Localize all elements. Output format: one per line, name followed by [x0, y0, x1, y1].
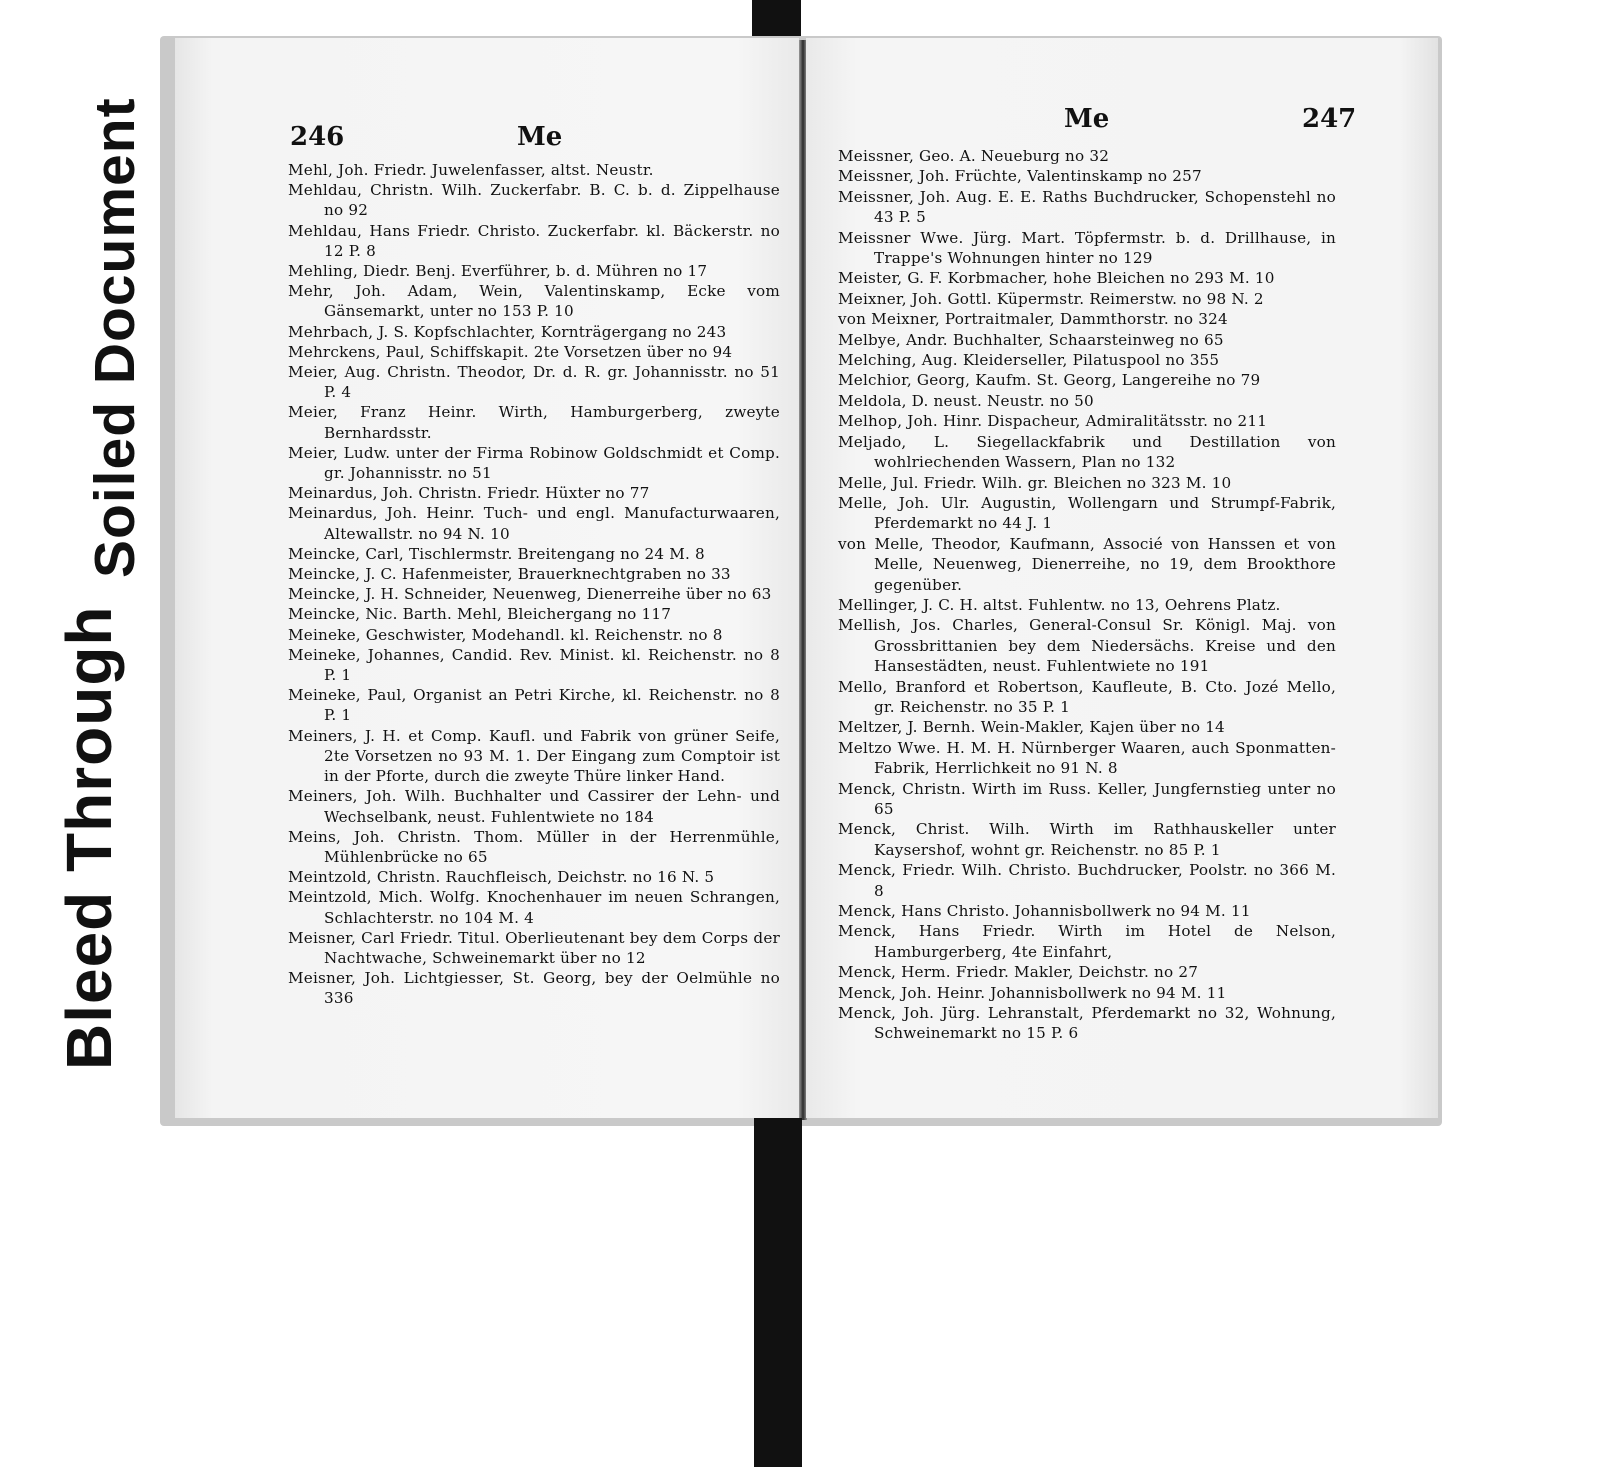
directory-entry: Meintzold, Mich. Wolfg. Knochenhauer im neuen Schrangen, Schlachterstr. no 104 M. 4 [288, 888, 780, 927]
directory-entry: Meltzo Wwe. H. M. H. Nürnberger Waaren, auch Sponmatten-Fabrik, Herrlichkeit no 91 N. 8 [838, 738, 1336, 778]
directory-entry: Mehrbach, J. S. Kopfschlachter, Kornträgergang no 243 [288, 322, 727, 341]
directory-entry: Meister, G. F. Korbmacher, hohe Bleichen no 293 M. 10 [838, 269, 1275, 288]
directory-entry: Melbye, Andr. Buchhalter, Schaarsteinweg no 65 [838, 330, 1224, 349]
directory-entry: Menck, Friedr. Wilh. Christo. Buchdrucker, Poolstr. no 366 M. 8 [838, 861, 1336, 900]
directory-entry: Meldola, D. neust. Neustr. no 50 [838, 391, 1094, 410]
directory-entry: Melhop, Joh. Hinr. Dispacheur, Admiralitätsstr. no 211 [838, 412, 1268, 431]
directory-entry: Meissner, Geo. A. Neueburg no 32 [838, 147, 1110, 165]
directory-entry: Mehldau, Christn. Wilh. Zuckerfabr. B. C. b. d. Zippelhause no 92 [288, 181, 780, 220]
directory-entry: Meineke, Johannes, Candid. Rev. Minist. kl. Reichenstr. no 8 P. 1 [288, 645, 780, 685]
directory-entry: Meissner, Joh. Früchte, Valentinskamp no 257 [838, 167, 1202, 186]
directory-entry: Melching, Aug. Kleiderseller, Pilatuspool no 355 [838, 351, 1220, 370]
directory-entry: Menck, Hans Friedr. Wirth im Hotel de Nelson, Hamburgerberg, 4te Einfahrt, [838, 922, 1336, 961]
directory-entry: Menck, Christn. Wirth im Russ. Keller, Jungfernstieg unter no 65 [838, 779, 1336, 818]
directory-entry: Mehrckens, Paul, Schiffskapit. 2te Vorsetzen über no 94 [288, 342, 733, 361]
directory-entry: Menck, Hans Christo. Johannisbollwerk no 94 M. 11 [838, 902, 1251, 921]
directory-entry: Meintzold, Christn. Rauchfleisch, Deichstr. no 16 N. 5 [288, 868, 715, 887]
directory-entry: Mello, Branford et Robertson, Kaufleute, B. Cto. Jozé Mello, gr. Reichenstr. no 35 P. 1 [838, 677, 1336, 716]
soiled-document-label: Soiled Document [83, 97, 147, 578]
right-page-letter-heading: Me [1064, 104, 1110, 134]
directory-entry: Meincke, Nic. Barth. Mehl, Bleichergang no 117 [288, 605, 672, 624]
directory-entry: Meisner, Joh. Lichtgiesser, St. Georg, bey der Oelmühle no 336 [288, 969, 780, 1008]
bleed-through-label: Bleed Through [53, 605, 125, 1070]
left-page-number: 246 [290, 122, 345, 152]
directory-entry: Meinardus, Joh. Christn. Friedr. Hüxter no 77 [288, 484, 650, 503]
directory-entry: Mehling, Diedr. Benj. Everführer, b. d. Mühren no 17 [288, 262, 708, 281]
directory-entry: Menck, Christ. Wilh. Wirth im Rathhauskeller unter Kaysershof, wohnt gr. Reichenstr. no 85 P. 1 [838, 820, 1336, 859]
directory-entry: Menck, Herm. Friedr. Makler, Deichstr. no 27 [838, 963, 1199, 982]
left-entry-list [288, 160, 780, 1009]
directory-entry: Meier, Franz Heinr. Wirth, Hamburgerberg, zweyte Bernhardsstr. [288, 403, 780, 442]
left-page [175, 38, 799, 1118]
directory-entry: Meiners, Joh. Wilh. Buchhalter und Cassirer der Lehn- und Wechselbank, neust. Fuhlentwiete no 184 [288, 787, 780, 826]
directory-entry: Mehl, Joh. Friedr. Juwelenfasser, altst. Neustr. [288, 161, 654, 179]
spine-top-shadow [752, 0, 801, 40]
directory-entry: Meins, Joh. Christn. Thom. Müller in der Herrenmühle, Mühlenbrücke no 65 [288, 827, 780, 866]
directory-entry: Mehr, Joh. Adam, Wein, Valentinskamp, Ecke vom Gänsemarkt, unter no 153 P. 10 [288, 282, 780, 321]
directory-entry: Meltzer, J. Bernh. Wein-Makler, Kajen über no 14 [838, 718, 1225, 737]
directory-entry: Mellish, Jos. Charles, General-Consul Sr. Königl. Maj. von Grossbrittanien bey dem Niedersächs. Kreise und den Hansestädten, neust. Fuhlentwiete no 191 [838, 616, 1336, 676]
directory-entry: Meincke, Carl, Tischlermstr. Breitengang no 24 M. 8 [288, 544, 705, 563]
left-page-letter-heading: Me [517, 122, 563, 152]
right-page [806, 38, 1438, 1118]
directory-entry: Menck, Joh. Jürg. Lehranstalt, Pferdemarkt no 32, Wohnung, Schweinemarkt no 15 P. 6 [838, 1004, 1336, 1043]
directory-entry: Meljado, L. Siegellackfabrik und Destillation von wohlriechenden Wassern, Plan no 132 [838, 432, 1336, 472]
spine-bottom-shadow [754, 1118, 802, 1467]
directory-entry: Melchior, Georg, Kaufm. St. Georg, Langereihe no 79 [838, 371, 1261, 390]
directory-entry: Meier, Ludw. unter der Firma Robinow Goldschmidt et Comp. gr. Johannisstr. no 51 [288, 443, 780, 483]
directory-entry: Meier, Aug. Christn. Theodor, Dr. d. R. gr. Johannisstr. no 51 P. 4 [288, 363, 780, 402]
directory-entry: Meineke, Paul, Organist an Petri Kirche, kl. Reichenstr. no 8 P. 1 [288, 686, 780, 725]
directory-entry: Meisner, Carl Friedr. Titul. Oberlieutenant bey dem Corps der Nachtwache, Schweinemarkt über no 12 [288, 928, 780, 967]
directory-entry: Melle, Jul. Friedr. Wilh. gr. Bleichen no 323 M. 10 [838, 473, 1232, 492]
directory-entry: Meinardus, Joh. Heinr. Tuch- und engl. Manufacturwaaren, Altewallstr. no 94 N. 10 [288, 504, 780, 543]
directory-entry: von Melle, Theodor, Kaufmann, Associé von Hanssen et von Melle, Neuenweg, Dienerreihe, no 19, dem Brookthore gegenüber. [838, 534, 1336, 594]
directory-entry: Meissner, Joh. Aug. E. E. Raths Buchdrucker, Schopenstehl no 43 P. 5 [838, 187, 1336, 227]
directory-entry: Meixner, Joh. Gottl. Küpermstr. Reimerstw. no 98 N. 2 [838, 289, 1264, 308]
directory-entry: Mehldau, Hans Friedr. Christo. Zuckerfabr. kl. Bäckerstr. no 12 P. 8 [288, 221, 780, 260]
directory-entry: von Meixner, Portraitmaler, Dammthorstr. no 324 [838, 310, 1228, 329]
directory-entry: Meincke, J. C. Hafenmeister, Brauerknechtgraben no 33 [288, 565, 731, 584]
directory-entry: Menck, Joh. Heinr. Johannisbollwerk no 94 M. 11 [838, 983, 1227, 1002]
directory-entry: Mellinger, J. C. H. altst. Fuhlentw. no 13, Oehrens Platz. [838, 595, 1281, 614]
directory-entry: Meissner Wwe. Jürg. Mart. Töpfermstr. b. d. Drillhause, in Trappe's Wohnungen hinter no 129 [838, 228, 1336, 268]
directory-entry: Meincke, J. H. Schneider, Neuenweg, Dienerreihe über no 63 [288, 585, 772, 604]
directory-entry: Meiners, J. H. et Comp. Kaufl. und Fabrik von grüner Seife, 2te Vorsetzen no 93 M. 1. Der Eingang zum Comptoir ist in der Pforte, durch die zweyte Thüre linker Hand. [288, 726, 780, 786]
directory-entry: Melle, Joh. Ulr. Augustin, Wollengarn und Strumpf-Fabrik, Pferdemarkt no 44 J. 1 [838, 493, 1336, 533]
right-entry-list [838, 146, 1336, 1044]
left-page-header [175, 118, 799, 158]
right-page-number: 247 [1302, 104, 1357, 134]
directory-entry: Meineke, Geschwister, Modehandl. kl. Reichenstr. no 8 [288, 625, 723, 644]
